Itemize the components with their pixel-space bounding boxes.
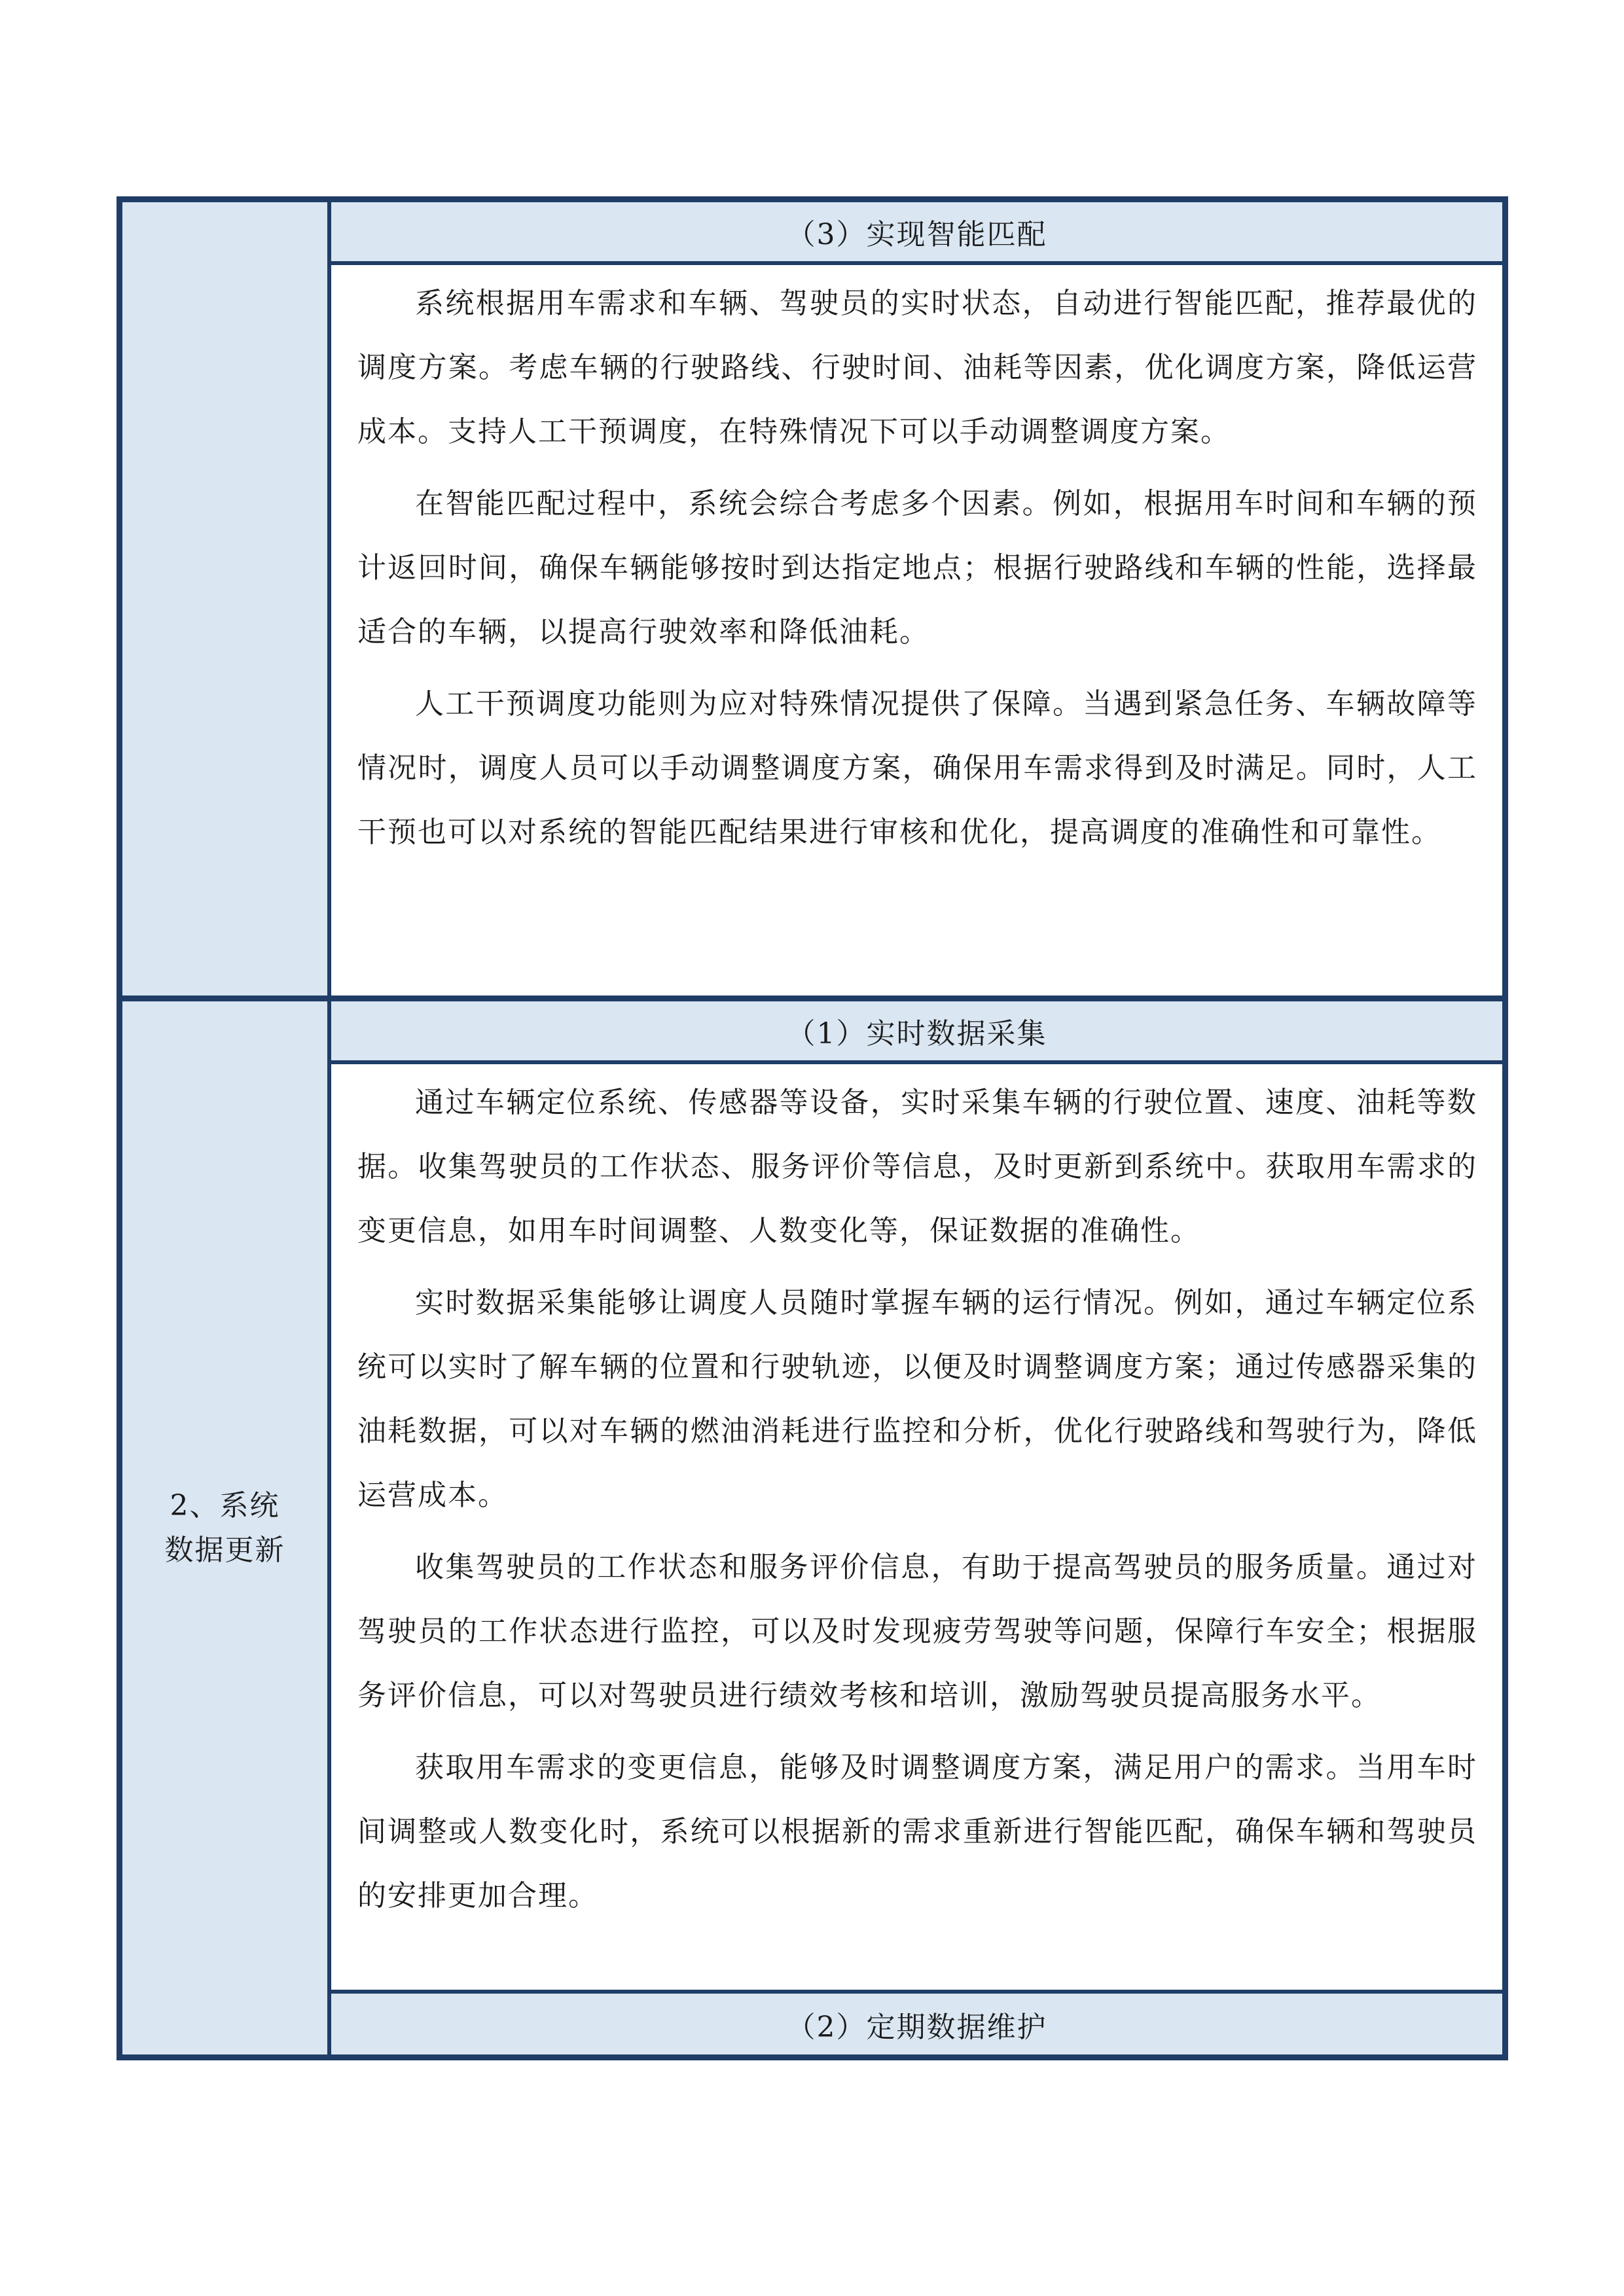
paragraph: 获取用车需求的变更信息，能够及时调整调度方案，满足用户的需求。当用车时间调整或人数变化时，系统可以根据新的需求重新进行智能匹配，确保车辆和驾驶员的安排更加合理。 bbox=[357, 1751, 1477, 1912]
paragraph: 在智能匹配过程中，系统会综合考虑多个因素。例如，根据用车时间和车辆的预计返回时间，确保车辆能够按时到达指定地点；根据行驶路线和车辆的性能，选择最适合的车辆，以提高行驶效率和降低油耗。 bbox=[357, 487, 1477, 649]
paragraph: 人工干预调度功能则为应对特殊情况提供了保障。当遇到紧急任务、车辆故障等情况时，调度人员可以手动调整调度方案，确保用车需求得到及时满足。同时，人工干预也可以对系统的智能匹配结果进行审核和优化，提高调度的准确性和可靠性。 bbox=[357, 687, 1477, 849]
table-row bbox=[122, 1001, 1502, 2054]
category-cell bbox=[122, 1001, 327, 2054]
category-cell bbox=[122, 202, 327, 996]
section-heading: （3）实现智能匹配 bbox=[331, 202, 1502, 261]
heading-divider bbox=[331, 1060, 1502, 1064]
section-body bbox=[357, 272, 1477, 872]
content-cell bbox=[331, 1001, 1502, 2054]
paragraph: 实时数据采集能够让调度人员随时掌握车辆的运行情况。例如，通过车辆定位系统可以实时了解车辆的位置和行驶轨迹，以便及时调整调度方案；通过传感器采集的油耗数据，可以对车辆的燃油消耗进行监控和分析，优化行驶路线和驾驶行为，降低运营成本。 bbox=[357, 1286, 1477, 1512]
section-heading: （1）实时数据采集 bbox=[331, 1001, 1502, 1060]
paragraph: 收集驾驶员的工作状态和服务评价信息，有助于提高驾驶员的服务质量。通过对驾驶员的工作状态进行监控，可以及时发现疲劳驾驶等问题，保障行车安全；根据服务评价信息，可以对驾驶员进行绩效考核和培训，激励驾驶员提高服务水平。 bbox=[357, 1551, 1477, 1712]
section-body bbox=[357, 1071, 1477, 1936]
document-table bbox=[117, 196, 1508, 2060]
category-label: 2、系统数据更新 bbox=[164, 1488, 285, 1567]
heading-divider bbox=[331, 261, 1502, 265]
section-heading: （2）定期数据维护 bbox=[331, 1994, 1502, 2054]
paragraph: 系统根据用车需求和车辆、驾驶员的实时状态，自动进行智能匹配，推荐最优的调度方案。考虑车辆的行驶路线、行驶时间、油耗等因素，优化调度方案，降低运营成本。支持人工干预调度，在特殊情况下可以手动调整调度方案。 bbox=[357, 287, 1477, 448]
table-row bbox=[122, 202, 1502, 996]
paragraph: 通过车辆定位系统、传感器等设备，实时采集车辆的行驶位置、速度、油耗等数据。收集驾驶员的工作状态、服务评价等信息，及时更新到系统中。获取用车需求的变更信息，如用车时间调整、人数变化等，保证数据的准确性。 bbox=[357, 1086, 1477, 1247]
row-divider bbox=[122, 996, 1502, 1001]
content-cell bbox=[331, 202, 1502, 996]
